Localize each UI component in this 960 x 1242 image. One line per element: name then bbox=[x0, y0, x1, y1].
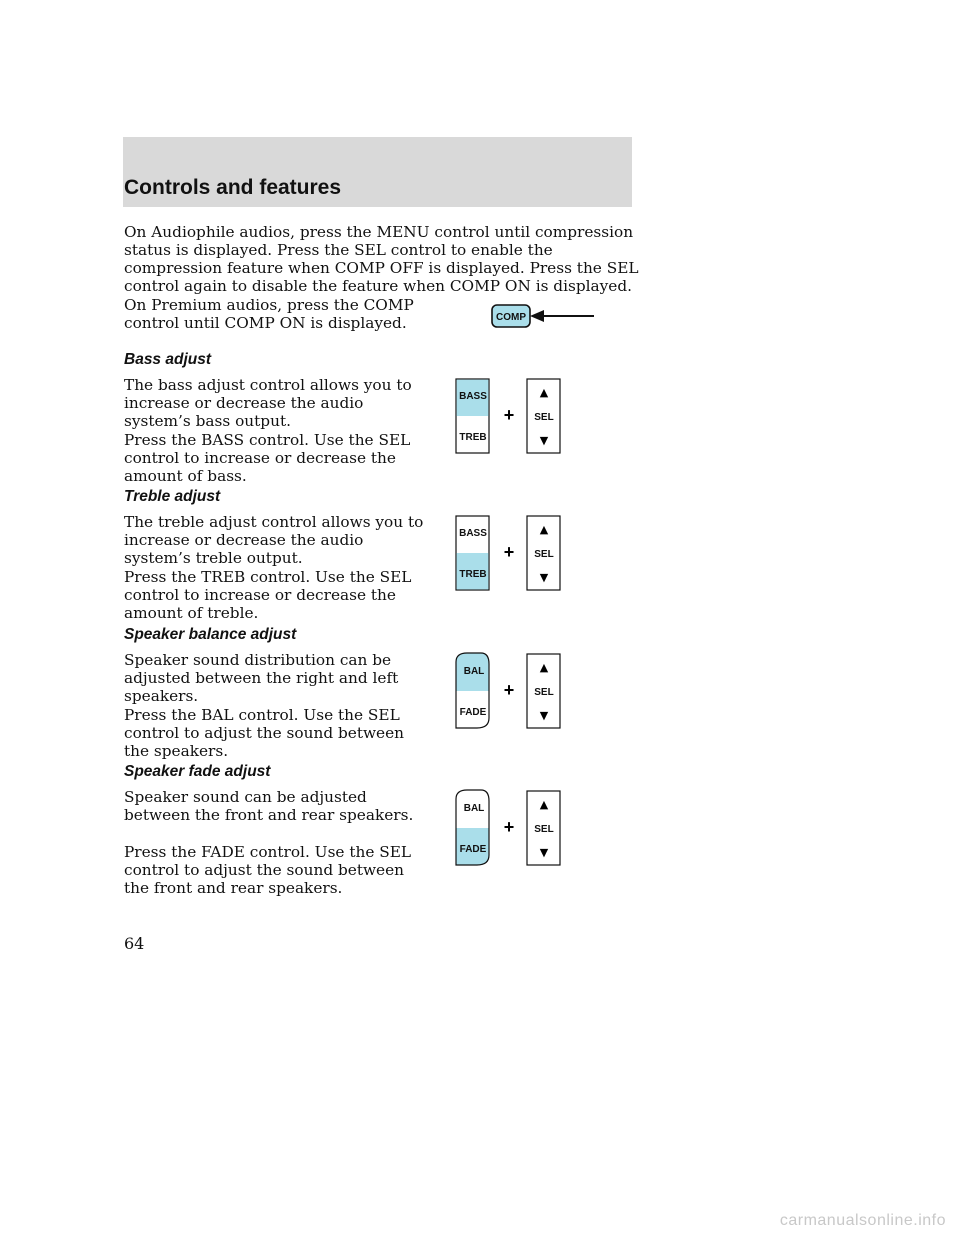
treb-label: TREB bbox=[459, 569, 487, 580]
sel-label: SEL bbox=[534, 824, 554, 835]
plus-icon: + bbox=[503, 817, 515, 837]
sel-down-arrow-icon: ▼ bbox=[539, 434, 549, 447]
sel-label: SEL bbox=[534, 687, 554, 698]
page-title: Controls and features bbox=[124, 176, 342, 199]
paragraph-fade-2: Press the FADE control. Use the SEL control to adjust the sound between the front and rear speakers. bbox=[124, 843, 412, 897]
paragraph-balance-1: Speaker sound distribution can be adjusted between the right and left speakers. bbox=[124, 651, 399, 705]
balance-sel-illustration bbox=[455, 652, 565, 732]
page-number: 64 bbox=[124, 934, 145, 953]
sel-up-arrow-icon: ▲ bbox=[539, 386, 549, 399]
treble-sel-illustration bbox=[455, 515, 565, 593]
paragraph-fade-1: Speaker sound can be adjusted between the front and rear speakers. bbox=[124, 788, 414, 824]
plus-icon: + bbox=[503, 680, 515, 700]
paragraph-bass-2: Press the BASS control. Use the SEL control to increase or decrease the amount of bass. bbox=[124, 431, 411, 485]
comp-button-illustration bbox=[488, 300, 598, 332]
paragraph-treble-1: The treble adjust control allows you to increase or decrease the audio system’s treble output. bbox=[124, 513, 424, 567]
paragraph-treble-2: Press the TREB control. Use the SEL control to increase or decrease the amount of treble. bbox=[124, 568, 412, 622]
sel-down-arrow-icon: ▼ bbox=[539, 846, 549, 859]
treb-label: TREB bbox=[459, 432, 487, 443]
bass-label: BASS bbox=[459, 528, 487, 539]
sel-up-arrow-icon: ▲ bbox=[539, 798, 549, 811]
plus-icon: + bbox=[503, 542, 515, 562]
paragraph-audiophile: On Audiophile audios, press the MENU control until compression status is displayed. Press the SEL control to enable the compression feature when COMP OFF is displayed. Press the SEL control again to disable the feature when COMP ON is displayed. bbox=[124, 223, 639, 295]
plus-icon: + bbox=[503, 405, 515, 425]
pointer-arrow-head-icon bbox=[530, 310, 544, 322]
bal-label: BAL bbox=[463, 666, 485, 677]
heading-speaker-balance-adjust: Speaker balance adjust bbox=[124, 626, 297, 643]
sel-up-arrow-icon: ▲ bbox=[539, 661, 549, 674]
paragraph-premium: On Premium audios, press the COMP control until COMP ON is displayed. bbox=[124, 296, 414, 332]
bal-label: BAL bbox=[463, 803, 485, 814]
sel-up-arrow-icon: ▲ bbox=[539, 523, 549, 536]
fade-label: FADE bbox=[459, 707, 487, 718]
fade-sel-illustration bbox=[455, 789, 565, 869]
bass-label: BASS bbox=[459, 391, 487, 402]
sel-down-arrow-icon: ▼ bbox=[539, 709, 549, 722]
footer-watermark[interactable]: carmanualsonline.info bbox=[779, 1212, 946, 1229]
sel-label: SEL bbox=[534, 549, 554, 560]
paragraph-bass-1: The bass adjust control allows you to increase or decrease the audio system’s bass output. bbox=[124, 376, 412, 430]
comp-label: COMP bbox=[496, 312, 526, 323]
sel-label: SEL bbox=[534, 412, 554, 423]
heading-bass-adjust: Bass adjust bbox=[124, 351, 212, 368]
sel-down-arrow-icon: ▼ bbox=[539, 571, 549, 584]
heading-speaker-fade-adjust: Speaker fade adjust bbox=[124, 763, 271, 780]
heading-treble-adjust: Treble adjust bbox=[124, 488, 221, 505]
bass-sel-illustration bbox=[455, 378, 565, 456]
paragraph-balance-2: Press the BAL control. Use the SEL control to adjust the sound between the speakers. bbox=[124, 706, 405, 760]
fade-label: FADE bbox=[459, 844, 487, 855]
